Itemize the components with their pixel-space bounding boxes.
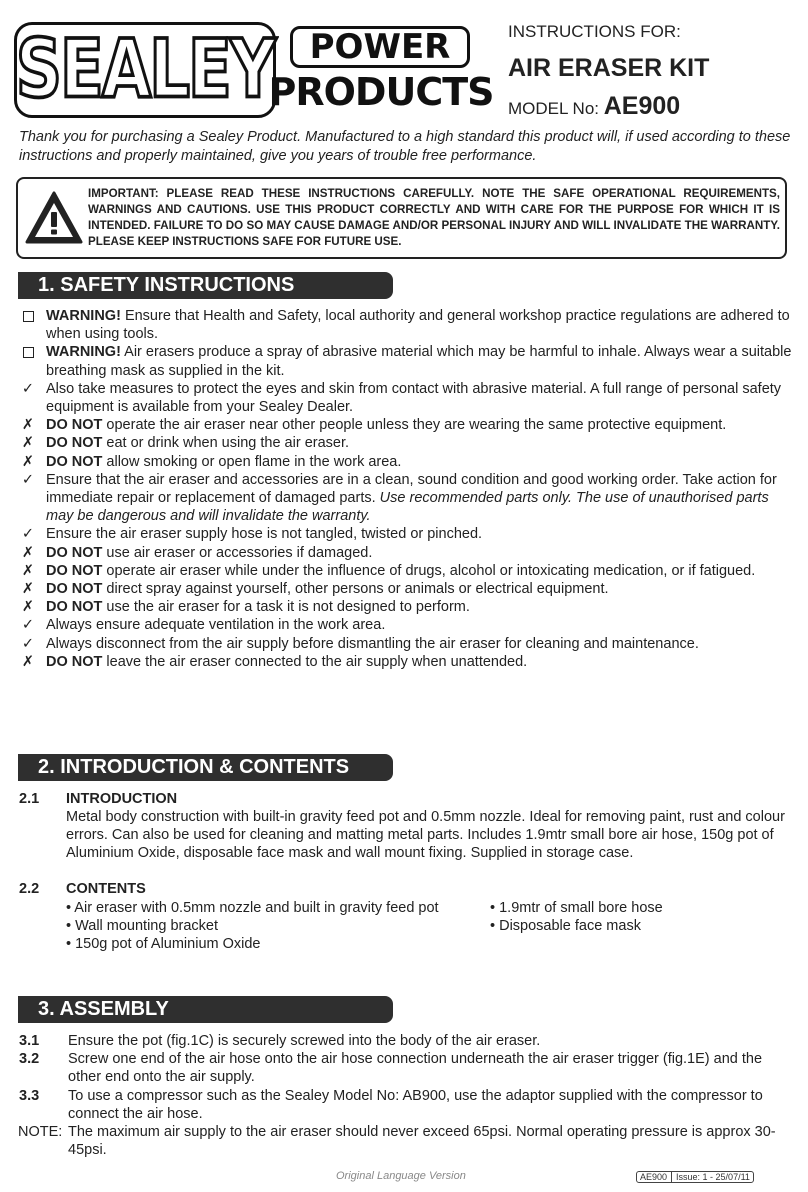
cross-icon: ✗ [21,417,35,434]
check-icon: ✓ [21,526,35,543]
item-text: operate the air eraser near other people unless they are wearing the same protective equipment. [102,417,727,434]
products-logo [268,68,494,116]
list-item [18,525,794,543]
item-text: direct spray against yourself, other persons or animals or electrical equipment. [102,581,609,598]
item-bold: DO NOT [46,544,103,561]
item-text: Always disconnect from the air supply before dismantling the air eraser for cleaning and maintenance. [46,635,699,652]
document-title: AIR ERASER KIT [508,54,710,82]
list-item [18,580,794,598]
item-text: operate air eraser while under the influence of drugs, alcohol or intoxicating medication, or if fatigued. [102,562,756,579]
section-header-assembly [18,996,393,1023]
cross-icon: ✗ [21,544,35,561]
item-text: Always ensure adequate ventilation in the work area. [46,617,386,634]
power-logo-text: POWER [309,27,451,67]
section-title: 2. INTRODUCTION & CONTENTS [38,756,350,778]
item-bold: DO NOT [46,417,103,434]
step-text: Screw one end of the air hose onto the air hose connection underneath the air eraser trigger (fig.1E) and the other end onto the air supply. [68,1051,763,1086]
cross-icon: ✗ [21,453,35,470]
important-warning-text: IMPORTANT: PLEASE READ THESE INSTRUCTIONS CAREFULLY. NOTE THE SAFE OPERATIONAL REQUIREMENTS, WARNINGS AND CAUTIONS. USE THIS PRODUCT CORRECTLY AND WITH CARE FOR THE PURPOSE FOR WHICH IT IS INTENDED. FAILURE TO DO SO MAY CAUSE DAMAGE AND/OR PERSONAL INJURY AND WILL INVALIDATE THE WARRANTY. PLEASE KEEP INSTRUCTIONS SAFE FOR FUTURE USE. [88,187,780,248]
item-bold: DO NOT [46,562,103,579]
subsection-title: CONTENTS [66,881,146,897]
list-item [18,307,794,343]
item-bold: DO NOT [46,581,103,598]
step-number: 3.2 [19,1051,40,1068]
assembly-step [19,1032,795,1050]
step-number: 3.1 [19,1033,40,1049]
item-text: eat or drink when using the air eraser. [102,435,350,452]
cross-icon: ✗ [21,581,35,598]
list-item [18,562,794,580]
contents-list-left [66,899,486,954]
issue-badge [636,1171,754,1183]
item-text: use air eraser or accessories if damaged. [102,544,373,561]
contents-item: • Disposable face mask [490,918,641,935]
subsection-title: INTRODUCTION [66,791,178,807]
list-item [18,434,794,452]
checkbox-square [23,311,34,322]
check-icon: ✓ [21,635,35,652]
cross-icon: ✗ [21,562,35,579]
list-item [18,616,794,634]
item-text: use the air eraser for a task it is not designed to perform. [102,599,470,616]
item-text: Air erasers produce a spray of abrasive material which may be harmful to inhale. Always wear a suitable breathing mask as supplied in the kit. [46,344,792,379]
check-icon: ✓ [21,471,35,488]
sealey-logo [14,22,276,118]
assembly-step [19,1087,795,1123]
note-label: NOTE: [18,1124,63,1141]
section-title: 3. ASSEMBLY [38,998,169,1020]
introduction-text: Metal body construction with built-in gravity feed pot and 0.5mm nozzle. Ideal for removing paint, rust and colour errors. Can also be used for cleaning and matting metal parts. Includes 1.9mtr small bore air hose, 150g pot of Aluminium Oxide, disposable face mask and wall mount fixing. Supplied in storage case. [66,809,785,862]
instructions-for-label: INSTRUCTIONS FOR: [508,22,681,41]
subsection-number: 2.1 [19,791,40,807]
contents-item: • Wall mounting bracket [66,918,219,935]
checkbox-square [23,347,34,358]
contents-list-right [490,899,790,935]
list-item [18,544,794,562]
item-text: Also take measures to protect the eyes and skin from contact with abrasive material. A full range of personal safety equipment is available from your Sealey Dealer. [46,380,782,416]
item-italic: Use recommended parts only. The use of unauthorised parts may be dangerous and will invalidate the warranty. [46,490,769,525]
item-text: Ensure that the air eraser and accessories are in a clean, sound condition and good working order. Take action for immediate repair or replacement of damaged parts. [46,471,777,507]
list-item [18,416,794,434]
item-bold: DO NOT [46,453,103,470]
model-number: AE900 [603,92,681,120]
section-header-safety [18,272,393,299]
assembly-steps-list [19,1032,795,1159]
note-text: The maximum air supply to the air eraser should never exceed 65psi. Normal operating pressure is approx 30-45psi. [68,1124,776,1159]
list-item [18,653,794,671]
step-text: To use a compressor such as the Sealey Model No: AB900, use the adaptor supplied with the compressor to connect the air hose. [68,1087,763,1122]
sealey-logo-text: SEALEY [15,23,275,117]
warning-triangle-icon [24,190,84,246]
power-logo [290,26,470,68]
check-icon: ✓ [21,617,35,634]
products-logo-text: PRODUCTS [268,70,494,114]
safety-instructions-list [18,307,794,671]
note [19,1123,795,1159]
cross-icon: ✗ [21,435,35,452]
assembly-step [19,1050,795,1086]
divider [671,1172,672,1182]
cross-icon: ✗ [21,599,35,616]
item-text: allow smoking or open flame in the work area. [102,453,402,470]
step-number: 3.3 [19,1087,40,1104]
item-bold: WARNING! [46,308,121,324]
check-icon: ✓ [21,380,35,397]
section-title: 1. SAFETY INSTRUCTIONS [38,274,295,296]
list-item [18,635,794,653]
checkbox-icon [18,307,38,327]
list-item [18,380,794,416]
item-bold: DO NOT [46,653,103,670]
list-item [18,343,794,379]
item-text: Ensure that Health and Safety, local authority and general workshop practice regulations are adhered to when using tools. [46,308,790,343]
original-language-label: Original Language Version [336,1170,466,1182]
contents-item: • 150g pot of Aluminium Oxide [66,936,261,953]
thank-you-text: Thank you for purchasing a Sealey Product. Manufactured to a high standard this product will, if used according to these instructions and properly maintained, give you years of trouble free performance. [19,129,791,164]
item-bold: DO NOT [46,435,103,452]
list-item [18,598,794,616]
item-text: leave the air eraser connected to the air supply when unattended. [102,653,528,670]
item-text: Ensure the air eraser supply hose is not tangled, twisted or pinched. [46,526,483,543]
list-item [18,471,794,526]
step-text: Ensure the pot (fig.1C) is securely screwed into the body of the air eraser. [68,1033,541,1049]
model-label: MODEL No: [508,99,600,118]
item-bold: WARNING! [46,344,121,361]
section-header-introduction [18,754,393,781]
checkbox-icon [18,343,38,363]
contents-item: • 1.9mtr of small bore hose [490,900,663,916]
model-line [508,92,680,121]
contents-item: • Air eraser with 0.5mm nozzle and built in gravity feed pot [66,900,439,916]
list-item [18,453,794,471]
cross-icon: ✗ [21,653,35,670]
footer-model: AE900 [640,1172,668,1182]
subsection-number: 2.2 [19,881,40,897]
footer-issue-date: Issue: 1 - 25/07/11 [676,1172,750,1182]
item-bold: DO NOT [46,599,103,616]
